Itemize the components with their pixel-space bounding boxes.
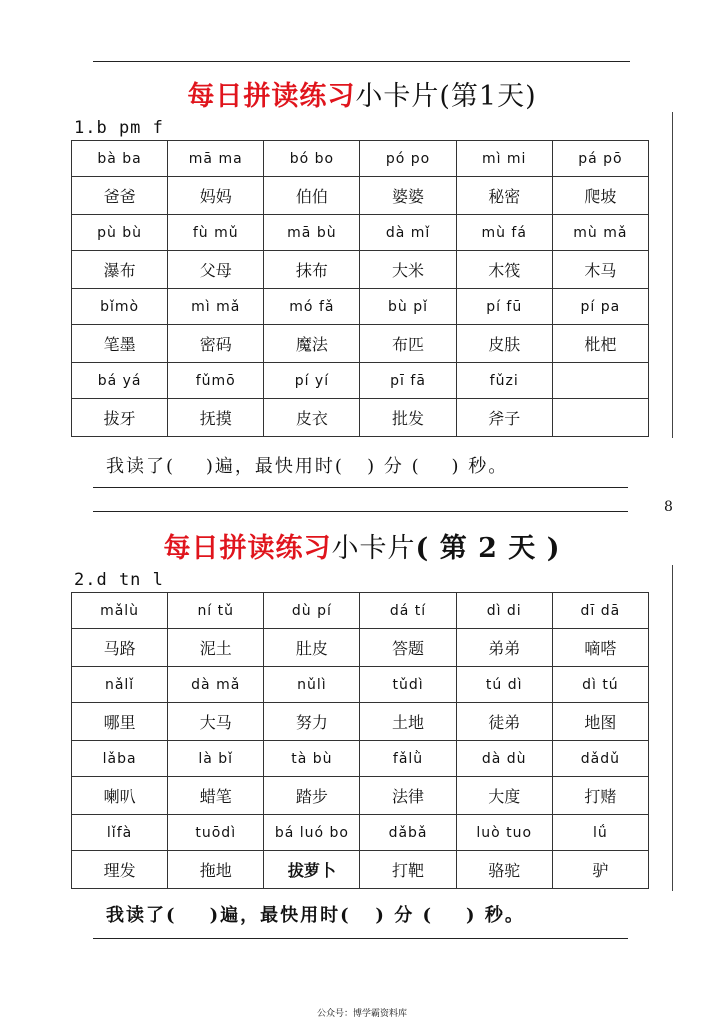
section1-bottom-rule xyxy=(93,487,628,488)
pinyin-cell: nǎlǐ xyxy=(72,667,168,703)
pinyin-cell: mù fá xyxy=(456,215,552,251)
pinyin-row xyxy=(72,741,649,777)
pinyin-cell: fǔmō xyxy=(168,363,264,399)
hanzi-cell: 肚皮 xyxy=(264,629,360,667)
hanzi-cell: 笔墨 xyxy=(72,325,168,363)
pinyin-cell: bó bo xyxy=(264,141,360,177)
hanzi-cell: 地图 xyxy=(552,703,648,741)
hanzi-row xyxy=(72,851,649,889)
hanzi-row xyxy=(72,177,649,215)
hanzi-cell: 大米 xyxy=(360,251,456,289)
hanzi-cell: 打靶 xyxy=(360,851,456,889)
hanzi-cell: 皮肤 xyxy=(456,325,552,363)
pinyin-cell: mā bù xyxy=(264,215,360,251)
pinyin-cell: pó po xyxy=(360,141,456,177)
right-margin-line xyxy=(672,112,673,438)
title-day: ( 第 2 天 ) xyxy=(415,533,561,564)
pinyin-cell: mì mǎ xyxy=(168,289,264,325)
hanzi-cell: 婆婆 xyxy=(360,177,456,215)
pinyin-cell: mù mǎ xyxy=(552,215,648,251)
hanzi-cell: 法律 xyxy=(360,777,456,815)
pinyin-row xyxy=(72,141,649,177)
pinyin-cell: tuōdì xyxy=(168,815,264,851)
pinyin-cell: dà mǐ xyxy=(360,215,456,251)
hanzi-cell: 骆驼 xyxy=(456,851,552,889)
hanzi-cell: 布匹 xyxy=(360,325,456,363)
pinyin-cell: fǎlǜ xyxy=(360,741,456,777)
hanzi-cell: 魔法 xyxy=(264,325,360,363)
pinyin-cell: tà bù xyxy=(264,741,360,777)
hanzi-cell: 皮衣 xyxy=(264,399,360,437)
pinyin-cell: nǔlì xyxy=(264,667,360,703)
hanzi-cell: 大度 xyxy=(456,777,552,815)
pinyin-cell: dǎdǔ xyxy=(552,741,648,777)
pinyin-cell: lǎba xyxy=(72,741,168,777)
pinyin-cell: dà dù xyxy=(456,741,552,777)
section1-title xyxy=(0,74,724,113)
hanzi-cell: 抚摸 xyxy=(168,399,264,437)
hanzi-cell: 瀑布 xyxy=(72,251,168,289)
title-black-text: 小卡片 xyxy=(331,533,416,564)
hanzi-cell: 拖地 xyxy=(168,851,264,889)
section2-title xyxy=(0,526,724,565)
pinyin-cell: là bǐ xyxy=(168,741,264,777)
hanzi-cell: 拔萝卜 xyxy=(264,851,360,889)
hanzi-cell: 踏步 xyxy=(264,777,360,815)
hanzi-cell: 爬坡 xyxy=(552,177,648,215)
pinyin-row xyxy=(72,289,649,325)
hanzi-cell: 抹布 xyxy=(264,251,360,289)
hanzi-cell: 努力 xyxy=(264,703,360,741)
hanzi-cell: 徒弟 xyxy=(456,703,552,741)
title-red-text: 每日拼读练习 xyxy=(163,533,332,564)
pinyin-cell: tú dì xyxy=(456,667,552,703)
hanzi-cell: 马路 xyxy=(72,629,168,667)
pinyin-cell: luò tuo xyxy=(456,815,552,851)
hanzi-cell: 木马 xyxy=(552,251,648,289)
hanzi-cell: 妈妈 xyxy=(168,177,264,215)
hanzi-cell: 批发 xyxy=(360,399,456,437)
hanzi-cell: 弟弟 xyxy=(456,629,552,667)
hanzi-cell: 秘密 xyxy=(456,177,552,215)
section1-subtitle: 1.b pm f xyxy=(74,118,164,138)
title-black-text: 小卡片 xyxy=(355,81,440,112)
hanzi-cell: 驴 xyxy=(552,851,648,889)
pinyin-cell: pí pa xyxy=(552,289,648,325)
right-margin-line xyxy=(672,565,673,891)
hanzi-cell: 父母 xyxy=(168,251,264,289)
pinyin-row xyxy=(72,363,649,399)
hanzi-cell: 爸爸 xyxy=(72,177,168,215)
hanzi-row xyxy=(72,703,649,741)
pinyin-cell: dì di xyxy=(456,593,552,629)
title-day: (第1天) xyxy=(439,81,537,112)
top-rule xyxy=(93,61,630,62)
hanzi-row xyxy=(72,251,649,289)
pinyin-cell: dī dā xyxy=(552,593,648,629)
section2-bottom-rule xyxy=(93,938,628,939)
pinyin-cell xyxy=(552,363,648,399)
pinyin-cell: mā ma xyxy=(168,141,264,177)
hanzi-row xyxy=(72,399,649,437)
hanzi-cell: 理发 xyxy=(72,851,168,889)
pinyin-cell: dù pí xyxy=(264,593,360,629)
hanzi-cell: 喇叭 xyxy=(72,777,168,815)
section2-table xyxy=(71,592,649,889)
pinyin-cell: mǎlù xyxy=(72,593,168,629)
pinyin-row xyxy=(72,815,649,851)
hanzi-cell: 拔牙 xyxy=(72,399,168,437)
hanzi-cell: 斧子 xyxy=(456,399,552,437)
pinyin-cell: bà ba xyxy=(72,141,168,177)
pinyin-cell: bù pǐ xyxy=(360,289,456,325)
pinyin-cell: lǘ xyxy=(552,815,648,851)
pinyin-cell: pí fū xyxy=(456,289,552,325)
pinyin-cell: pá pō xyxy=(552,141,648,177)
pinyin-cell: pí yí xyxy=(264,363,360,399)
pinyin-row xyxy=(72,215,649,251)
pinyin-cell: dǎbǎ xyxy=(360,815,456,851)
pinyin-cell: bá luó bo xyxy=(264,815,360,851)
pinyin-cell: pī fā xyxy=(360,363,456,399)
pinyin-cell: fǔzi xyxy=(456,363,552,399)
section2-top-rule xyxy=(93,511,628,512)
hanzi-cell: 打赌 xyxy=(552,777,648,815)
footer-credit: 公众号：博学霸资料库 xyxy=(316,1009,407,1019)
pinyin-row xyxy=(72,667,649,703)
page-number: 8 xyxy=(664,499,673,515)
pinyin-cell: dì tú xyxy=(552,667,648,703)
hanzi-cell: 伯伯 xyxy=(264,177,360,215)
pinyin-cell: bǐmò xyxy=(72,289,168,325)
pinyin-cell: bá yá xyxy=(72,363,168,399)
hanzi-cell: 大马 xyxy=(168,703,264,741)
hanzi-row xyxy=(72,629,649,667)
hanzi-cell: 哪里 xyxy=(72,703,168,741)
pinyin-cell: mì mi xyxy=(456,141,552,177)
hanzi-cell: 泥土 xyxy=(168,629,264,667)
pinyin-row xyxy=(72,593,649,629)
section1-table xyxy=(71,140,649,437)
hanzi-cell: 密码 xyxy=(168,325,264,363)
section2-subtitle: 2.d tn l xyxy=(74,570,164,590)
hanzi-cell: 枇杷 xyxy=(552,325,648,363)
pinyin-cell: fù mǔ xyxy=(168,215,264,251)
hanzi-cell: 木筏 xyxy=(456,251,552,289)
hanzi-cell: 嘀嗒 xyxy=(552,629,648,667)
pinyin-cell: lǐfà xyxy=(72,815,168,851)
hanzi-cell: 答题 xyxy=(360,629,456,667)
hanzi-cell: 蜡笔 xyxy=(168,777,264,815)
hanzi-cell: 土地 xyxy=(360,703,456,741)
pinyin-cell: ní tǔ xyxy=(168,593,264,629)
pinyin-cell: mó fǎ xyxy=(264,289,360,325)
hanzi-row xyxy=(72,777,649,815)
title-red-text: 每日拼读练习 xyxy=(187,81,356,112)
pinyin-cell: tǔdì xyxy=(360,667,456,703)
hanzi-row xyxy=(72,325,649,363)
pinyin-cell: dà mǎ xyxy=(168,667,264,703)
section2-read-line: 我读了( )遍，最快用时( ) 分 ( ) 秒。 xyxy=(106,905,525,926)
pinyin-cell: dá tí xyxy=(360,593,456,629)
section1-read-line: 我读了( )遍，最快用时( ) 分 ( ) 秒。 xyxy=(106,456,509,477)
hanzi-cell xyxy=(552,399,648,437)
pinyin-cell: pù bù xyxy=(72,215,168,251)
